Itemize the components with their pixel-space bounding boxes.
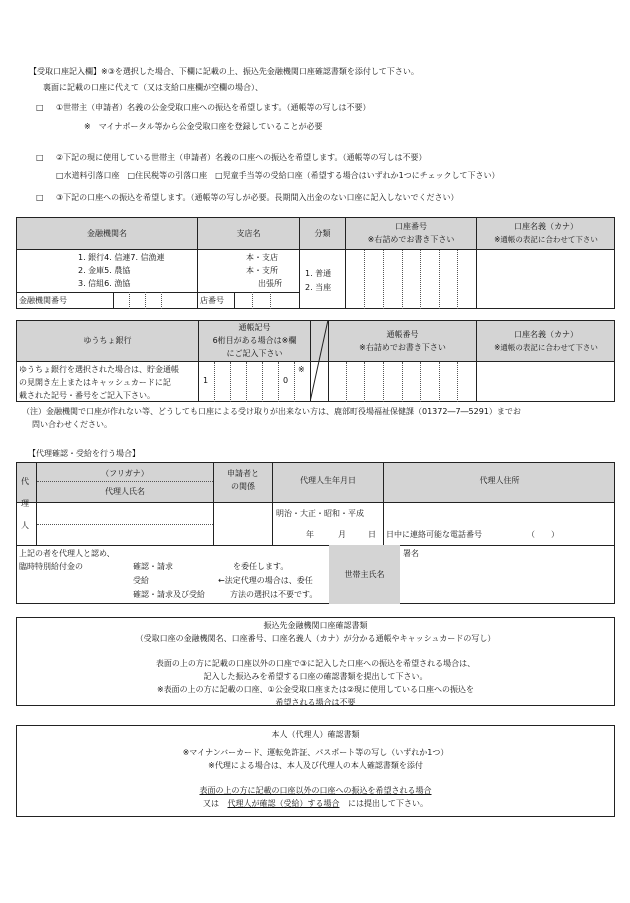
agent-side-label-3: 人	[21, 521, 29, 530]
consent-legal-note-1: ←法定代理の場合は、委任	[218, 576, 313, 585]
doc2-line-4-agent: 代理人が確認（受給）する場合	[227, 799, 340, 808]
agent-dob-label: 代理人生年月日	[300, 476, 356, 485]
yucho-header-code: 通帳記号	[238, 323, 271, 332]
option-1-note: ※ マイナポータル等から公金受取口座を登録していることが必要	[84, 122, 323, 131]
yucho-header-holder: 口座名義（カナ）	[514, 330, 578, 339]
option-1-text: ①世帯主（申請者）名義の公金受取口座への振込を希望します。（通帳等の写しは不要）	[56, 103, 371, 112]
yucho-header-name: ゆうちょ銀行	[83, 336, 132, 345]
bank-header-account: 口座番号	[395, 222, 427, 231]
agent-name-label: 代理人氏名	[105, 487, 145, 496]
option-3-text: ③下記の口座への振込を希望します。（通帳等の写しが必要。長期間入出金のない口座に記入しないでください）	[56, 193, 459, 202]
option-2-sub-choices[interactable]: □水道料引落口座 □住民税等の引落口座 □児童手当等の受給口座（希望する場合はいずれか1つにチェックして下さい）	[56, 171, 500, 180]
yucho-header-code-note-2: にご記入下さい	[226, 349, 283, 358]
intro-line-2: 裏面に記載の口座に代えて（又は支給口座欄が空欄の場合）、	[43, 83, 263, 92]
branch-type-1[interactable]: 本・支店	[246, 253, 278, 262]
consent-option-receive[interactable]: 受給	[133, 576, 149, 585]
consent-line-2: 臨時特別給付金の	[19, 562, 83, 571]
doc1-paragraph-1: 表面の上の方に記載の口座以外の口座で③に記入した口座への振込を希望される場合は、	[155, 659, 476, 668]
agent-era-options[interactable]: 明治・大正・昭和・平成	[276, 509, 364, 518]
agent-furigana-label: （フリガナ）	[101, 469, 149, 478]
agent-side-label-2: 理	[21, 499, 29, 508]
bank-type-row-2[interactable]: 2. 金庫5. 農協	[78, 266, 131, 275]
consent-option-both[interactable]: 確認・請求及び受給	[133, 590, 205, 599]
doc2-line-3: 表面の上の方に記載の口座以外の口座への振込を希望される場合	[199, 786, 432, 795]
yucho-star-mark: ※	[298, 365, 305, 374]
agent-address-label: 代理人住所	[479, 476, 520, 485]
yucho-desc-2: の見開き左上またはキャッシュカードに記	[19, 378, 171, 387]
option-2-text: ②下記の現に使用している世帯主（申請者）名義の口座への振込を希望します。（通帳等の写しは不要）	[56, 153, 427, 162]
account-class-2[interactable]: 2. 当座	[305, 283, 332, 292]
signature-label: 署名	[403, 549, 419, 558]
yucho-desc-3: 載された記号・番号をご記入下さい。	[19, 391, 155, 400]
yucho-header-number-note: ※右詰めでお書き下さい	[359, 343, 446, 352]
yucho-header-code-note-1: 6桁目がある場合は※欄	[212, 336, 297, 345]
doc1-subtitle: （受取口座の金融機関名、口座番号、口座名義人（カナ）が分かる通帳やキャッシュカードの写し）	[135, 634, 496, 643]
bank-header-type: 分類	[314, 229, 331, 238]
yucho-code-last-digit: 0	[283, 376, 289, 385]
doc1-paragraph-4: 希望される場合は不要	[275, 698, 356, 707]
doc1-paragraph-2: 記入した振込みを希望する口座の確認書類を提出して下さい。	[203, 672, 428, 681]
yucho-header-holder-note: ※通帳の表記に合わせて下さい	[494, 343, 598, 352]
agent-dob-day: 日	[368, 530, 376, 539]
agent-dob-month: 月	[338, 530, 346, 539]
bank-type-row-1[interactable]: 1. 銀行4. 信連7. 信漁連	[78, 253, 165, 262]
bank-header-name: 金融機関名	[87, 229, 127, 238]
option-1-checkbox[interactable]: □	[36, 103, 44, 112]
branch-type-2[interactable]: 本・支所	[246, 266, 278, 275]
bank-type-row-3[interactable]: 3. 信組6. 漁協	[78, 279, 131, 288]
doc1-title: 振込先金融機関口座確認書類	[263, 621, 368, 630]
doc2-line-4-or: 又は	[202, 799, 219, 808]
agent-side-label-1: 代	[21, 477, 29, 486]
householder-name-label: 世帯主氏名	[344, 570, 385, 579]
bank-header-holder: 口座名義（カナ）	[514, 222, 578, 231]
doc2-line-4	[16, 799, 615, 809]
yucho-header-number: 通帳番号	[386, 330, 419, 339]
bank-header-holder-note: ※通帳の表記に合わせて下さい	[494, 235, 598, 244]
option-3-checkbox[interactable]: □	[36, 193, 44, 202]
doc2-line-4-submit: には提出して下さい。	[348, 799, 429, 808]
consent-line-1: 上記の者を代理人と認め、	[19, 549, 115, 558]
note-line-2: 問い合わせください。	[32, 420, 112, 429]
account-class-1[interactable]: 1. 普通	[305, 269, 332, 278]
consent-legal-note-2: 方法の選択は不要です。	[230, 590, 318, 599]
doc2-line-1: ※マイナンバーカード、運転免許証、パスポート等の写し（いずれか1つ）	[182, 748, 449, 757]
bank-code-label: 金融機関番号	[19, 296, 67, 305]
agent-section-title: 【代理確認・受給を行う場合】	[28, 449, 140, 458]
consent-entrust-text: を委任します。	[233, 562, 289, 571]
bank-header-branch: 支店名	[236, 229, 261, 238]
yucho-code-first-digit: 1	[203, 376, 209, 385]
agent-relation-label-1: 申請者と	[227, 469, 259, 478]
consent-option-confirm[interactable]: 確認・請求	[133, 562, 173, 571]
agent-dob-year: 年	[306, 530, 314, 539]
branch-type-3[interactable]: 出張所	[258, 279, 282, 288]
doc2-line-2: ※代理による場合は、本人及び代理人の本人確認書類を添付	[208, 761, 423, 770]
option-2-checkbox[interactable]: □	[36, 153, 44, 162]
agent-phone-areacode: （ ）	[527, 530, 559, 539]
doc2-title: 本人（代理人）確認書類	[271, 730, 360, 739]
note-line-1: （注）金融機関で口座が作れない等、どうしても口座による受け取りが出来ない方は、鹿部町役場福祉保健課（01372―7―5291）までお	[22, 407, 521, 416]
doc1-paragraph-3: ※表面の上の方に記載の口座、①公金受取口座または②現に使用している口座への振込を	[156, 685, 475, 694]
agent-relation-label-2: の関係	[231, 482, 255, 491]
branch-code-label: 店番号	[200, 296, 224, 305]
yucho-slash-mark	[310, 320, 328, 402]
bank-header-account-note: ※右詰めでお書き下さい	[367, 235, 455, 244]
yucho-desc-1: ゆうちょ銀行を選択された場合は、貯金通帳	[19, 365, 179, 374]
agent-phone-label: 日中に連絡可能な電話番号	[386, 530, 482, 539]
intro-line-1: 【受取口座記入欄】※③を選択した場合、下欄に記載の上、振込先金融機関口座確認書類を添付して下さい。	[29, 67, 419, 76]
